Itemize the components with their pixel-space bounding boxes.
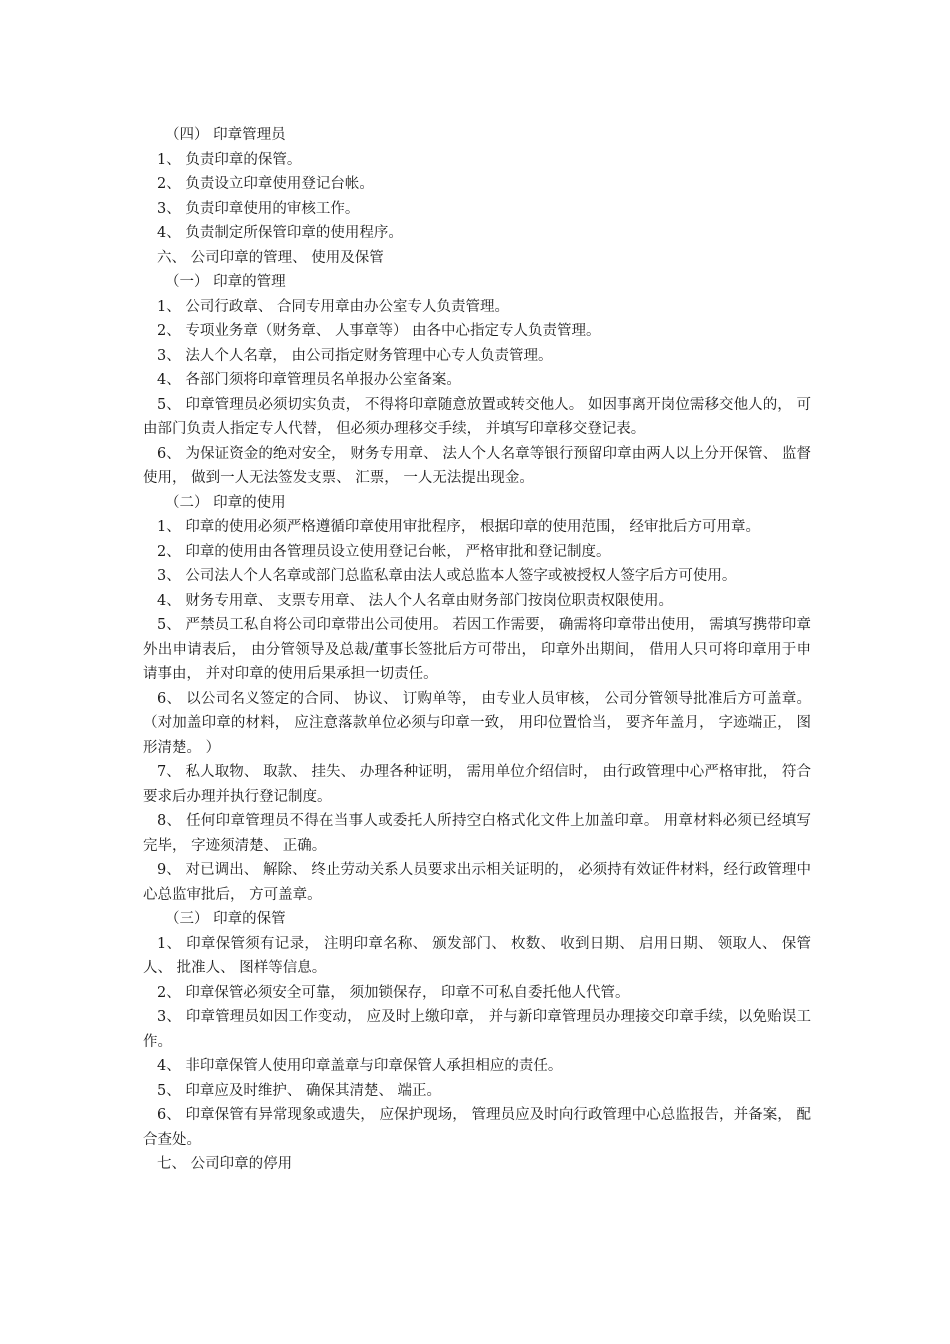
list-item: 4、 财务专用章、 支票专用章、 法人个人名章由财务部门按岗位职责权限使用。 — [157, 592, 674, 609]
list-item: 6、 为保证资金的绝对安全， 财务专用章、 法人个人名章等银行预留印章由两人以上分开保管、 监督使用， 做到一人无法签发支票、 汇票， 一人无法提出现金。 — [143, 445, 811, 486]
section-heading: （一） 印章的管理 — [165, 274, 286, 290]
list-item: 2、 负责设立印章使用登记台帐。 — [157, 176, 374, 192]
list-item: 4、 非印章保管人使用印章盖章与印章保管人承担相应的责任。 — [157, 1058, 563, 1074]
list-item: 1、 公司行政章、 合同专用章由办公室专人负责管理。 — [157, 298, 509, 315]
list-item: 4、 负责制定所保管印章的使用程序。 — [157, 225, 403, 241]
section-heading: （二） 印章的使用 — [165, 494, 286, 511]
list-item: 2、 印章的使用由各管理员设立使用登记台帐， 严格审批和登记制度。 — [157, 543, 611, 560]
list-item: 7、 私人取物、 取款、 挂失、 办理各种证明， 需用单位介绍信时， 由行政管理中心严格审批， 符合要求后办理并执行登记制度。 — [143, 764, 811, 805]
list-item: 2、 专项业务章（财务章、 人事章等） 由各中心指定专人负责管理。 — [157, 323, 601, 339]
list-item: 2、 印章保管必须安全可靠， 须加锁保存， 印章不可私自委托他人代管。 — [157, 984, 630, 1001]
list-item: 8、 任何印章管理员不得在当事人或委托人所持空白格式化文件上加盖印章。 用章材料必须已经填写完毕， 字迹须清楚、 正确。 — [143, 813, 811, 854]
list-item: 6、 印章保管有异常现象或遗失， 应保护现场， 管理员应及时向行政管理中心总监报告，并备案， 配合查处。 — [143, 1107, 811, 1148]
list-item: 5、 严禁员工私自将公司印章带出公司使用。 若因工作需要， 确需将印章带出使用， 需填写携带印章外出申请表后， 由分管领导及总裁/董事长签批后方可带出， 印章外出期间， 借用人只可将印章用于申请事由， 并对印章的使用后果承担一切责任。 — [143, 617, 811, 682]
list-item: 3、 公司法人个人名章或部门总监私章由法人或总监本人签字或被授权人签字后方可使用。 — [157, 568, 737, 584]
list-item: 1、 印章保管须有记录， 注明印章名称、 颁发部门、 枚数、 收到日期、 启用日期、 领取人、 保管人、 批准人、 图样等信息。 — [143, 935, 811, 976]
list-item: 9、 对已调出、 解除、 终止劳动关系人员要求出示相关证明的， 必须持有效证件材料，经行政管理中心总监审批后， 方可盖章。 — [143, 862, 811, 903]
list-item: 3、 负责印章使用的审核工作。 — [157, 200, 360, 217]
list-item: 6、 以公司名义签定的合同、 协议、 订购单等， 由专业人员审核， 公司分管领导批准后方可盖章。 （对加盖印章的材料， 应注意落款单位必须与印章一致， 用印位置恰当， 要齐年盖月， 字迹端正， 图形清楚。 ） — [143, 690, 811, 756]
list-item: 4、 各部门须将印章管理员名单报办公室备案。 — [157, 372, 461, 388]
document-body — [143, 123, 811, 1177]
section-heading: （三） 印章的保管 — [165, 911, 286, 927]
list-item: 5、 印章管理员必须切实负责， 不得将印章随意放置或转交他人。 如因事离开岗位需移交他人的， 可由部门负责人指定专人代替， 但必须办理移交手续， 并填写印章移交登记表。 — [143, 396, 811, 437]
list-item: 3、 法人个人名章， 由公司指定财务管理中心专人负责管理。 — [157, 347, 553, 364]
list-item: 1、 印章的使用必须严格遵循印章使用审批程序， 根据印章的使用范围， 经审批后方可用章。 — [157, 519, 761, 535]
list-item: 1、 负责印章的保管。 — [157, 151, 302, 168]
section-heading: （四） 印章管理员 — [165, 127, 286, 143]
list-item: 5、 印章应及时维护、 确保其清楚、 端正。 — [157, 1082, 442, 1099]
chapter-heading: 六、 公司印章的管理、 使用及保管 — [157, 249, 384, 266]
list-item: 3、 印章管理员如因工作变动， 应及时上缴印章， 并与新印章管理员办理接交印章手续，以免贻误工作。 — [143, 1009, 811, 1050]
chapter-heading: 七、 公司印章的停用 — [157, 1156, 293, 1172]
